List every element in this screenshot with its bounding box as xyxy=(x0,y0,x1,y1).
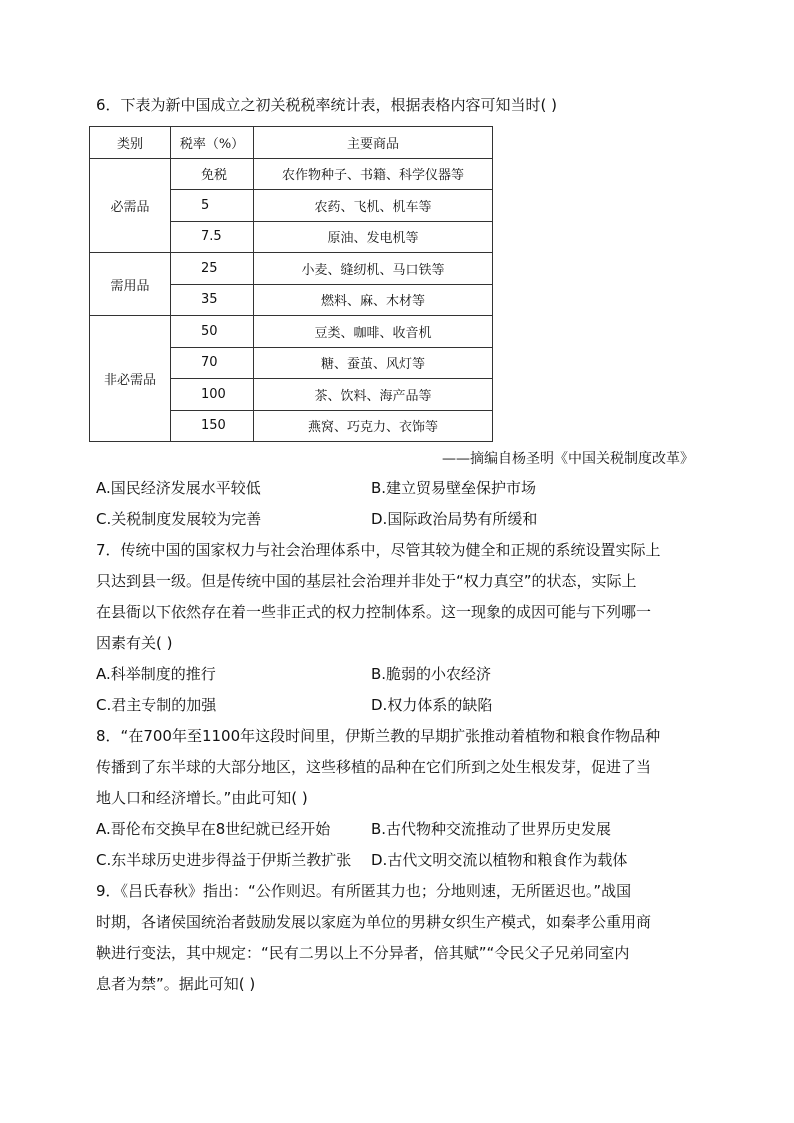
table-row xyxy=(90,253,493,285)
header-rate: 税率（%） xyxy=(171,127,254,159)
goods-cell: 燕窝、巧克力、衣饰等 xyxy=(254,410,493,442)
tariff-table xyxy=(89,126,493,442)
goods-cell: 原油、发电机等 xyxy=(254,221,493,253)
goods-cell: 糖、蚕茧、风灯等 xyxy=(254,347,493,379)
q6-stem: 6．下表为新中国成立之初关税税率统计表，根据表格内容可知当时( ) xyxy=(96,96,558,114)
q7-line: 只达到县一级。但是传统中国的基层社会治理并非处于“权力真空”的状态，实际上 xyxy=(96,572,637,590)
q9-line: 时期，各诸侯国统治者鼓励发展以家庭为单位的男耕女织生产模式，如秦孝公重用商 xyxy=(96,913,652,931)
q8-option-c[interactable]: C.东半球历史进步得益于伊斯兰教扩张 xyxy=(96,851,352,869)
rate-cell: 35 xyxy=(171,284,254,316)
q9-line: 鞅进行变法，其中规定：“民有二男以上不分异者，倍其赋”“令民父子兄弟同室内 xyxy=(96,944,630,962)
rate-cell: 150 xyxy=(171,410,254,442)
q7-line: 7．传统中国的国家权力与社会治理体系中，尽管其较为健全和正规的系统设置实际上 xyxy=(96,541,661,559)
rate-cell: 100 xyxy=(171,379,254,411)
goods-cell: 农作物种子、书籍、科学仪器等 xyxy=(254,158,493,190)
table-row xyxy=(90,316,493,348)
q7-option-b[interactable]: B.脆弱的小农经济 xyxy=(371,665,492,683)
q6-option-a[interactable]: A.国民经济发展水平较低 xyxy=(96,479,261,497)
goods-cell: 小麦、缝纫机、马口铁等 xyxy=(254,253,493,285)
rate-cell: 5 xyxy=(171,190,254,222)
q6-option-b[interactable]: B.建立贸易壁垒保护市场 xyxy=(371,479,537,497)
q7-option-d[interactable]: D.权力体系的缺陷 xyxy=(371,696,493,714)
goods-cell: 燃料、麻、木材等 xyxy=(254,284,493,316)
header-goods: 主要商品 xyxy=(254,127,493,159)
table-source: ——摘编自杨圣明《中国关税制度改革》 xyxy=(442,451,694,467)
rate-cell: 70 xyxy=(171,347,254,379)
q6-option-c[interactable]: C.关税制度发展较为完善 xyxy=(96,510,262,528)
q8-line: 地人口和经济增长。”由此可知( ) xyxy=(96,789,308,807)
header-category: 类别 xyxy=(90,127,171,159)
q9-line: 9．《吕氏春秋》指出：“公作则迟。有所匿其力也；分地则速，无所匿迟也。”战国 xyxy=(96,882,632,900)
q7-option-a[interactable]: A.科举制度的推行 xyxy=(96,665,216,683)
category-cell: 非必需品 xyxy=(90,316,171,442)
q8-option-b[interactable]: B.古代物种交流推动了世界历史发展 xyxy=(371,820,612,838)
goods-cell: 农药、飞机、机车等 xyxy=(254,190,493,222)
rate-cell: 7.5 xyxy=(171,221,254,253)
q8-line: 8．“在700年至1100年这段时间里，伊斯兰教的早期扩张推动着植物和粮食作物品种 xyxy=(96,727,661,745)
table-row xyxy=(90,158,493,190)
q8-option-d[interactable]: D.古代文明交流以植物和粮食作为载体 xyxy=(371,851,628,869)
table-header-row xyxy=(90,127,493,159)
rate-cell: 免税 xyxy=(171,158,254,190)
rate-cell: 50 xyxy=(171,316,254,348)
goods-cell: 茶、饮料、海产品等 xyxy=(254,379,493,411)
q6-option-d[interactable]: D.国际政治局势有所缓和 xyxy=(371,510,538,528)
q8-option-a[interactable]: A.哥伦布交换早在8世纪就已经开始 xyxy=(96,820,331,838)
category-cell: 需用品 xyxy=(90,253,171,316)
q7-line: 因素有关( ) xyxy=(96,634,173,652)
category-cell: 必需品 xyxy=(90,158,171,253)
goods-cell: 豆类、咖啡、收音机 xyxy=(254,316,493,348)
q7-option-c[interactable]: C.君主专制的加强 xyxy=(96,696,217,714)
q9-line: 息者为禁”。据此可知( ) xyxy=(96,975,256,993)
q7-line: 在县衙以下依然存在着一些非正式的权力控制体系。这一现象的成因可能与下列哪一 xyxy=(96,603,652,621)
rate-cell: 25 xyxy=(171,253,254,285)
q8-line: 传播到了东半球的大部分地区，这些移植的品种在它们所到之处生根发芽，促进了当 xyxy=(96,758,652,776)
